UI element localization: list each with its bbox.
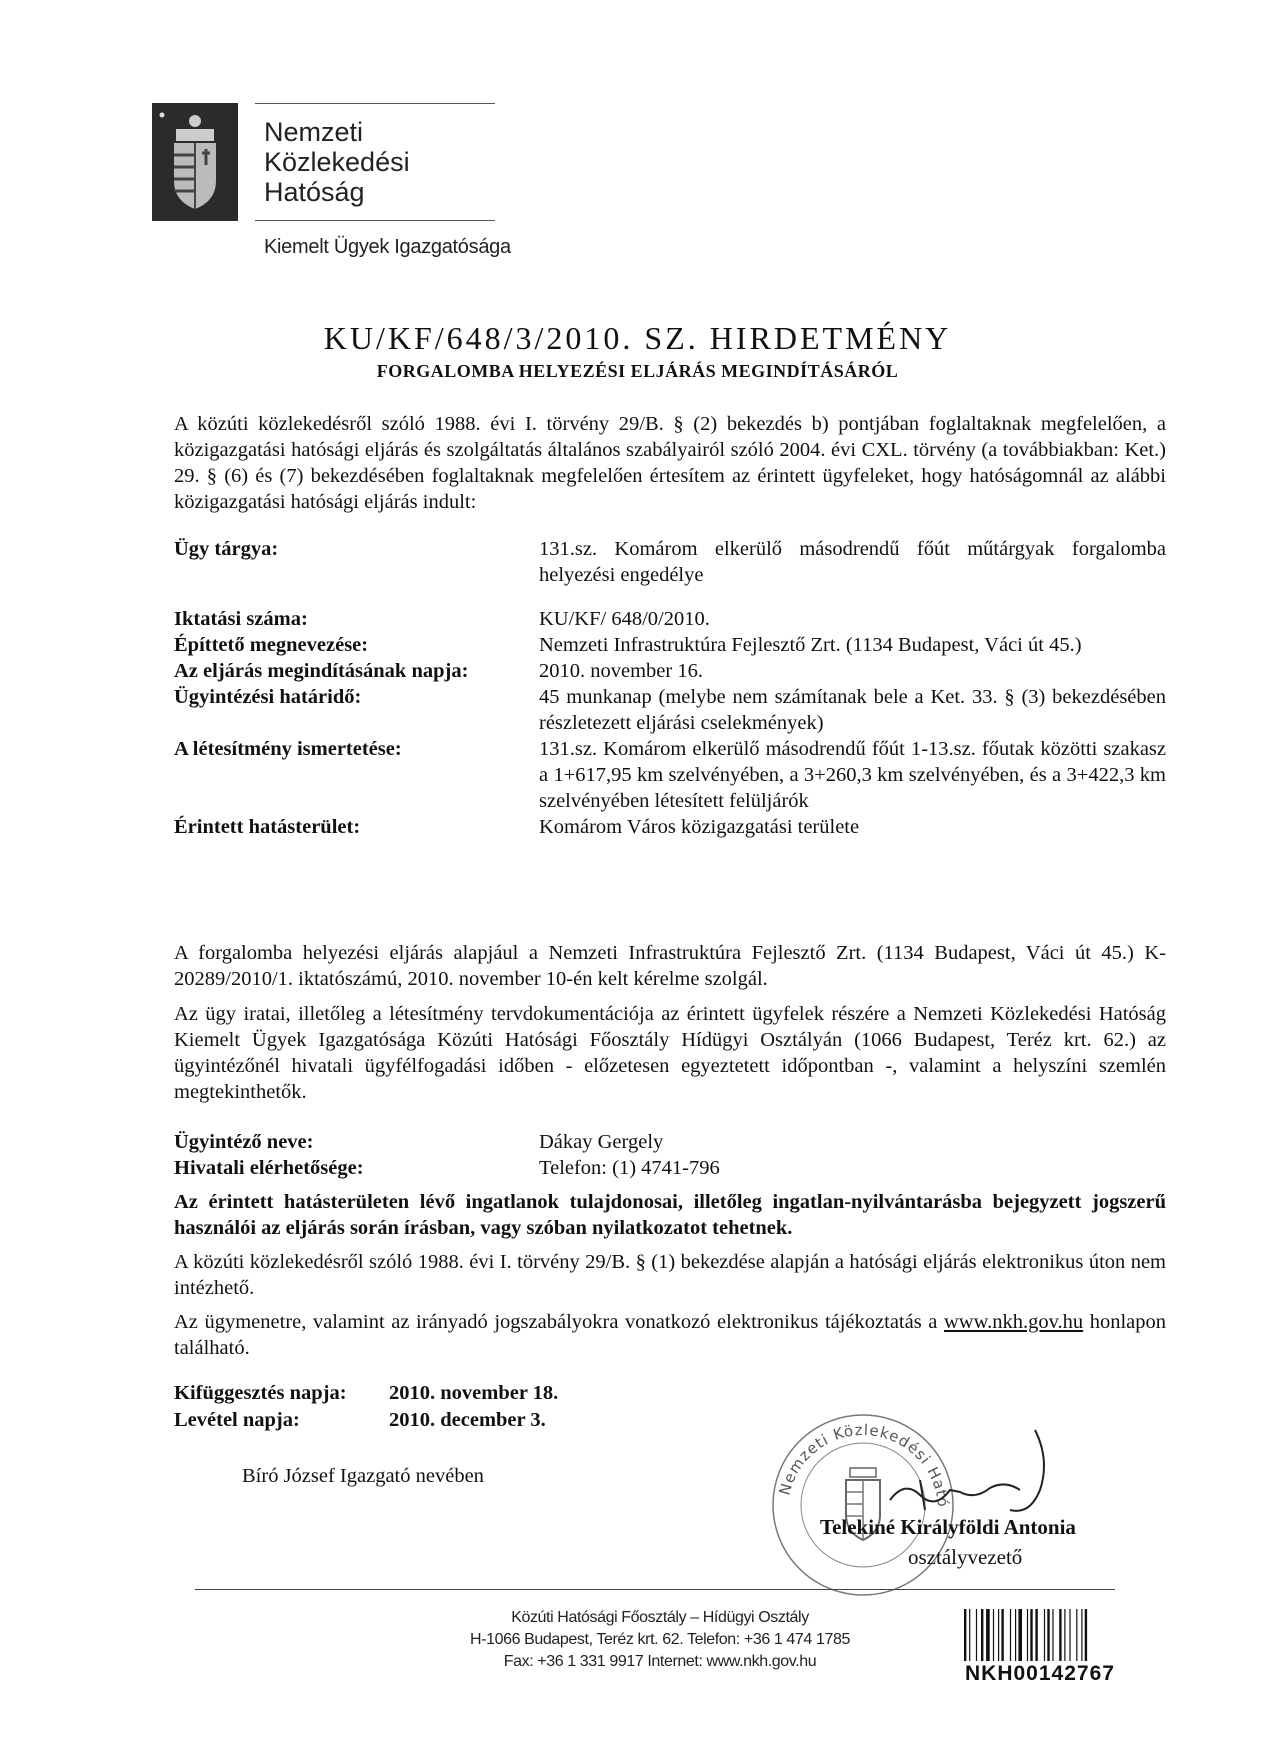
barcode-bar <box>1027 1609 1028 1661</box>
detail-label: A létesítmény ismertetése: <box>174 738 402 760</box>
barcode-bar <box>981 1609 983 1661</box>
detail-row <box>174 684 1166 736</box>
barcode-bar <box>1047 1609 1049 1661</box>
documents-paragraph: Az ügy iratai, illetőleg a létesítmény tervdokumentációja az érintett ügyfelek részére a Nemzeti Közlekedési Hatóság Kiemelt Ügyek Igazgatósága Közúti Hatósági Főosztály Hídügyi Osztályán (1066 Budapest, Teréz krt. 62.) az ügyintézőnél hivatali ügyfélfogadási időben - előzetesen egyeztetett időpontban -, valamint a helyszíni szemlén megtekinthetők. <box>174 1003 1166 1103</box>
subunit-name: Kiemelt Ügyek Igazgatósága <box>264 236 511 258</box>
detail-row <box>174 606 1166 632</box>
info-text-end: honlapon található. <box>174 1311 1167 1359</box>
footer-line: Közúti Hatósági Főosztály – Hídügyi Osztály <box>511 1609 809 1626</box>
details-list <box>174 536 1166 840</box>
header-rule-bottom <box>255 220 495 221</box>
barcode-bar <box>986 1609 990 1661</box>
barcode-bar <box>1044 1609 1045 1661</box>
document-title: KU/KF/648/3/2010. SZ. HIRDETMÉNY <box>323 320 952 356</box>
contact-list <box>174 1129 1166 1181</box>
barcode-bar <box>1018 1609 1022 1661</box>
org-name-block <box>255 103 495 221</box>
detail-row <box>174 658 1166 684</box>
barcode-bar <box>1081 1609 1082 1661</box>
barcode-bar <box>1052 1609 1053 1661</box>
detail-label: Ügy tárgya: <box>174 538 279 560</box>
basis-paragraph: A forgalomba helyezési eljárás alapjául a Nemzeti Infrastruktúra Fejlesztő Zrt. (1134 Budapest, Váci út 45.) K-20289/2010/1. iktatószámú, 2010. november 10-én kelt kérelme szolgál. <box>174 942 1166 990</box>
signoff-text: Bíró József Igazgató nevében <box>242 1465 484 1487</box>
contact-label: Ügyintéző neve: <box>174 1131 314 1153</box>
detail-row <box>174 814 1166 840</box>
date-value: 2010. december 3. <box>389 1409 546 1431</box>
date-row <box>174 1380 558 1407</box>
detail-value: Nemzeti Infrastruktúra Fejlesztő Zrt. (1134 Budapest, Váci út 45.) <box>539 634 1082 656</box>
org-name-line: Hatóság <box>264 177 365 207</box>
contact-row <box>174 1129 1166 1155</box>
contact-label: Hivatali elérhetősége: <box>174 1157 364 1179</box>
org-name-line: Nemzeti <box>264 117 364 147</box>
header-rule-top <box>255 103 495 104</box>
contact-value: Dákay Gergely <box>539 1131 664 1153</box>
detail-label: Iktatási száma: <box>174 608 308 630</box>
barcode-bar <box>1015 1609 1016 1661</box>
org-name <box>264 117 495 207</box>
intro-paragraph: A közúti közlekedésről szóló 1988. évi I. törvény 29/B. § (2) bekezdés b) pontjában foglaltaknak megfelelően, a közigazgatási hatósági eljárás és szolgáltatás általános szabályairól szóló 2004. évi CXL. törvény (a továbbiakban: Ket.) 29. § (6) és (7) bekezdésében foglaltaknak megfelelően értesítem az érintett ügyfeleket, hogy hatóságomnál az alábbi közigazgatási hatósági eljárás indult: <box>174 413 1166 513</box>
barcode-bar <box>1010 1609 1011 1661</box>
barcode <box>962 1609 1127 1661</box>
date-row <box>174 1407 558 1434</box>
barcode-bar <box>1030 1609 1032 1661</box>
posting-dates <box>174 1380 558 1434</box>
detail-value: KU/KF/ 648/0/2010. <box>539 608 710 630</box>
footer-line: H-1066 Budapest, Teréz krt. 62. Telefon: +36 1 474 1785 <box>470 1631 850 1648</box>
barcode-bar <box>964 1609 966 1661</box>
detail-label: Építtető megnevezése: <box>174 634 369 656</box>
barcode-bar <box>1069 1609 1070 1661</box>
barcode-id: NKH00142767 <box>965 1662 1115 1685</box>
electronic-paragraph: A közúti közlekedésről szóló 1988. évi I. törvény 29/B. § (1) bekezdése alapján a hatósági eljárás elektronikus úton nem intézhető. <box>174 1251 1166 1299</box>
detail-value: 45 munkanap (melybe nem számítanak bele a Ket. 33. § (3) bekezdésében részletezett eljárási cselekmények) <box>539 686 1166 734</box>
detail-label: Az eljárás megindításának napja: <box>174 660 469 682</box>
contact-value: Telefon: (1) 4741-796 <box>539 1157 720 1179</box>
date-value: 2010. november 18. <box>389 1382 559 1404</box>
barcode-bar <box>969 1609 970 1661</box>
info-paragraph <box>174 1309 1166 1361</box>
detail-value: 131.sz. Komárom elkerülő másodrendű főút 1-13.sz. főutak közötti szakasz a 1+617,95 km szelvényében, a 3+260,3 km szelvényében, és a 3+422,3 km szelvényében létesített felüljárók <box>539 738 1166 812</box>
barcode-bar <box>1059 1609 1061 1661</box>
footer-address <box>400 1607 920 1673</box>
signer-name: Telekiné Királyföldi Antonia <box>820 1515 1076 1539</box>
detail-label: Érintett hatásterület: <box>174 816 361 838</box>
footer-divider <box>195 1589 1115 1590</box>
info-text: Az ügymenetre, valamint az irányadó jogszabályokra vonatkozó elektronikus tájékoztatás a <box>174 1311 938 1333</box>
barcode-bar <box>1064 1609 1065 1661</box>
rights-paragraph: Az érintett hatásterületen lévő ingatlanok tulajdonosai, illetőleg ingatlan-nyilvántarásba bejegyzett jogszerű használói az eljárás során írásban, vagy szóban nyilatkozatot tehetnek. <box>174 1191 1166 1239</box>
detail-value: 2010. november 16. <box>539 660 703 682</box>
barcode-bar <box>1001 1609 1003 1661</box>
org-name-line: Közlekedési <box>264 147 410 177</box>
document-subtitle: FORGALOMBA HELYEZÉSI ELJÁRÁS MEGINDÍTÁSÁRÓL <box>376 361 899 381</box>
svg-text:Nemzeti Közlekedési Hatóság: Nemzeti Közlekedési Ható <box>775 1420 953 1509</box>
barcode-bar <box>998 1609 999 1661</box>
contact-row <box>174 1155 1166 1181</box>
barcode-bar <box>1076 1609 1077 1661</box>
barcode-bar <box>993 1609 994 1661</box>
detail-label: Ügyintézési határidő: <box>174 686 362 708</box>
coat-of-arms-logo <box>152 103 238 221</box>
detail-row <box>174 632 1166 658</box>
website-link[interactable]: www.nkh.gov.hu <box>943 1311 1084 1333</box>
detail-row <box>174 536 1166 588</box>
signer-title: osztályvezető <box>908 1545 1023 1569</box>
date-label: Levétel napja: <box>174 1409 300 1431</box>
barcode-bar <box>1035 1609 1037 1661</box>
detail-value: 131.sz. Komárom elkerülő másodrendű főút műtárgyak forgalomba helyezési engedélye <box>539 538 1166 586</box>
barcode-bar <box>1085 1609 1087 1661</box>
detail-row <box>174 736 1166 814</box>
date-label: Kifüggesztés napja: <box>174 1382 347 1404</box>
barcode-bar <box>976 1609 977 1661</box>
footer-line: Fax: +36 1 331 9917 Internet: www.nkh.gov.hu <box>503 1653 817 1670</box>
detail-value: Komárom Város közigazgatási területe <box>539 816 860 838</box>
signature-mark <box>880 1420 1060 1530</box>
